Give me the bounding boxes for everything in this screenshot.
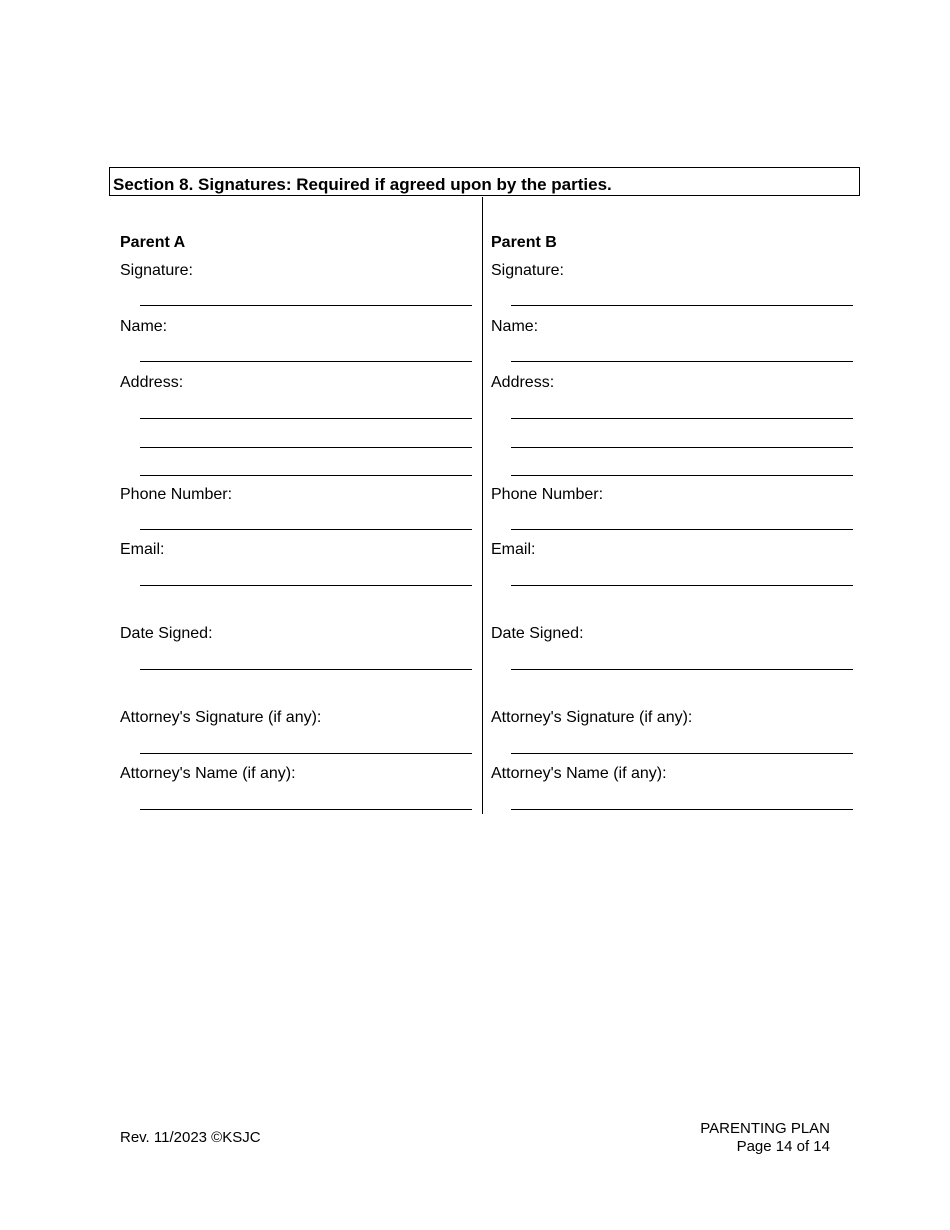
parent-b-attorney-signature-field[interactable] [511,753,853,754]
section-title: Section 8. Signatures: Required if agreed upon by the parties. [113,175,612,194]
parent-b-address-field-3[interactable] [511,475,853,476]
footer-revision: Rev. 11/2023 ©KSJC [120,1129,261,1146]
parent-a-attorney-signature-field[interactable] [140,753,472,754]
parent-a-name-label: Name: [120,318,168,335]
parent-b-address-label: Address: [491,374,555,391]
parent-a-address-field-2[interactable] [140,447,472,448]
parent-a-date-field[interactable] [140,669,472,670]
parent-a-address-field-3[interactable] [140,475,472,476]
parent-b-email-field[interactable] [511,585,853,586]
footer-form-name: PARENTING PLAN [700,1120,830,1137]
parent-b-signature-label: Signature: [491,262,564,279]
parent-b-name-label: Name: [491,318,539,335]
parent-a-email-label: Email: [120,541,165,558]
parent-a-heading: Parent A [120,234,186,251]
parent-a-signature-field[interactable] [140,305,472,306]
parent-b-address-field-1[interactable] [511,418,853,419]
parent-b-email-label: Email: [491,541,536,558]
parent-a-date-label: Date Signed: [120,625,213,642]
parent-a-phone-field[interactable] [140,529,472,530]
parent-b-date-field[interactable] [511,669,853,670]
parent-b-date-label: Date Signed: [491,625,584,642]
parent-b-heading: Parent B [491,234,557,251]
parent-b-attorney-signature-label: Attorney's Signature (if any): [491,709,693,726]
parent-b-attorney-name-field[interactable] [511,809,853,810]
parent-a-attorney-signature-label: Attorney's Signature (if any): [120,709,322,726]
parent-b-attorney-name-label: Attorney's Name (if any): [491,765,667,782]
parent-a-attorney-name-field[interactable] [140,809,472,810]
parent-b-signature-field[interactable] [511,305,853,306]
parent-a-column [120,0,490,1230]
parent-b-address-field-2[interactable] [511,447,853,448]
parent-a-phone-label: Phone Number: [120,486,233,503]
parent-a-email-field[interactable] [140,585,472,586]
parent-b-column [491,0,861,1230]
footer-page-info [700,1120,830,1156]
parent-a-attorney-name-label: Attorney's Name (if any): [120,765,296,782]
parent-a-signature-label: Signature: [120,262,193,279]
parent-b-name-field[interactable] [511,361,853,362]
parent-b-phone-label: Phone Number: [491,486,604,503]
parent-a-name-field[interactable] [140,361,472,362]
footer-page-number: Page 14 of 14 [736,1138,830,1155]
parent-a-address-label: Address: [120,374,184,391]
parent-b-phone-field[interactable] [511,529,853,530]
parent-a-address-field-1[interactable] [140,418,472,419]
